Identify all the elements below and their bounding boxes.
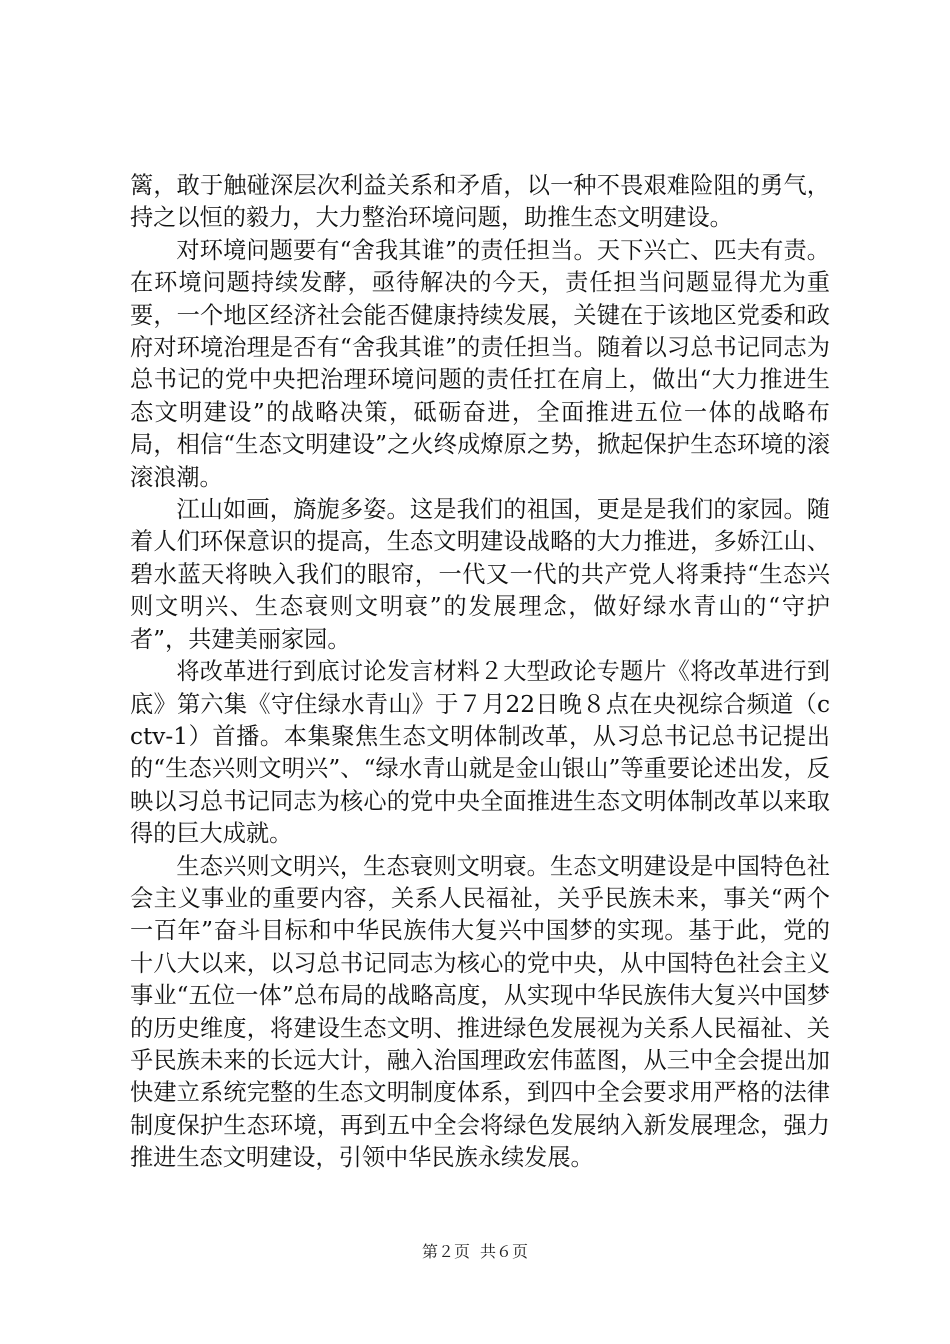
- page-number: 第２页: [421, 1242, 470, 1261]
- paragraph-reform-documentary: 将改革进行到底讨论发言材料２大型政论专题片《将改革进行到底》第六集《守住绿水青山》于７月22日晚８点在央视综合频道（cctv-1）首播。本集聚焦生态文明体制改革，从习总书记总书记提出的“生态兴则文明兴”、“绿水青山就是金山银山”等重要论述出发，反映以习总书记同志为核心的党中央全面推进生态文明体制改革以来取得的巨大成就。: [130, 658, 830, 848]
- paragraph-ecological-civilization: 生态兴则文明兴，生态衰则文明衰。生态文明建设是中国特色社会主义事业的重要内容，关系人民福祉，关乎民族未来，事关“两个一百年”奋斗目标和中华民族伟大复兴中国梦的实现。基于此，党的十八大以来，以习总书记同志为核心的党中央，从中国特色社会主义事业“五位一体”总布局的战略高度，从实现中华民族伟大复兴中国梦的历史维度，将建设生态文明、推进绿色发展视为关系人民福祉、关乎民族未来的长远大计，融入治国理政宏伟蓝图，从三中全会提出加快建立系统完整的生态文明制度体系，到四中全会要求用严格的法律制度保护生态环境，再到五中全会将绿色发展纳入新发展理念，强力推进生态文明建设，引领中华民族永续发展。: [130, 852, 830, 1172]
- paragraph-responsibility: 对环境问题要有“舍我其谁”的责任担当。天下兴亡、匹夫有责。在环境问题持续发酵，亟待解决的今天，责任担当问题显得尤为重要，一个地区经济社会能否健康持续发展，关键在于该地区党委和政府对环境治理是否有“舍我其谁”的责任担当。随着以习总书记同志为总书记的党中央把治理环境问题的责任扛在肩上，做出“大力推进生态文明建设”的战略决策，砥砺奋进，全面推进五位一体的战略布局，相信“生态文明建设”之火终成燎原之势，掀起保护生态环境的滚滚浪潮。: [130, 236, 830, 491]
- document-body: [130, 170, 830, 1175]
- paragraph-continued: 篱，敢于触碰深层次利益关系和矛盾，以一种不畏艰难险阻的勇气，持之以恒的毅力，大力整治环境问题，助推生态文明建设。: [130, 172, 830, 232]
- paragraph-homeland: 江山如画，旖旎多姿。这是我们的祖国，更是是我们的家园。随着人们环保意识的提高，生态文明建设战略的大力推进，多娇江山、碧水蓝天将映入我们的眼帘，一代又一代的共产党人将秉持“生态兴则文明兴、生态衰则文明衰”的发展理念，做好绿水青山的“守护者”，共建美丽家园。: [130, 496, 830, 653]
- page-total: 共６页: [480, 1242, 529, 1261]
- page-footer: [0, 1242, 950, 1262]
